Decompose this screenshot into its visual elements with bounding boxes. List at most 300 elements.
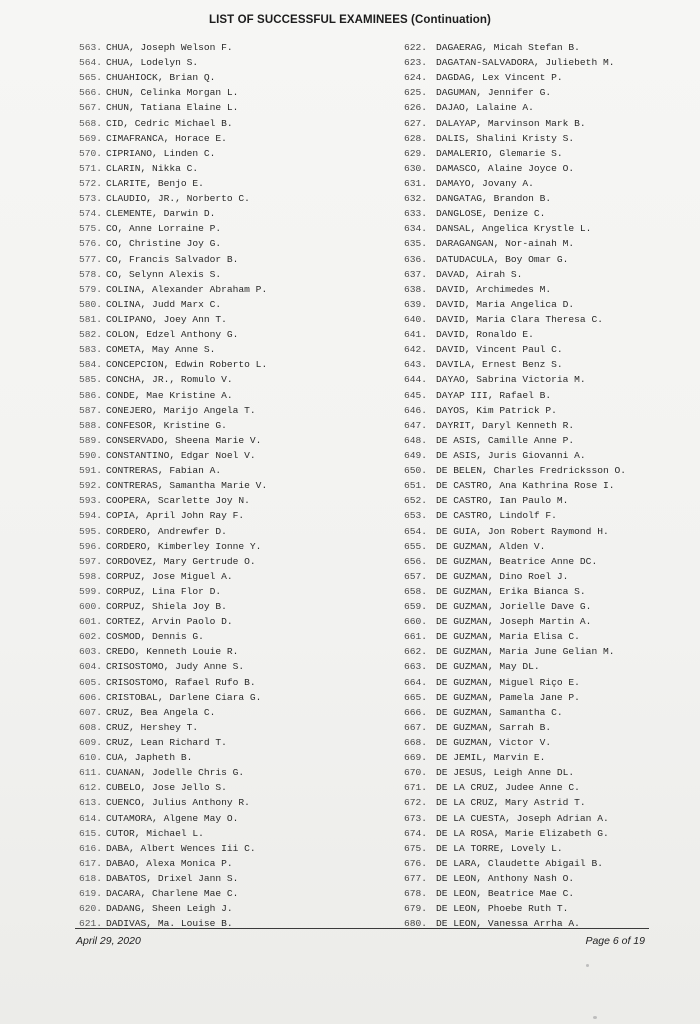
examinee-number: 578. xyxy=(79,268,103,280)
examinee-name: COPIA, April John Ray F. xyxy=(106,510,245,522)
examinee-number: 679. xyxy=(404,903,428,915)
examinee-name: CORDOVEZ, Mary Gertrude O. xyxy=(106,555,256,567)
examinee-number: 589. xyxy=(79,434,103,446)
examinee-number: 597. xyxy=(79,555,103,567)
list-item xyxy=(404,116,694,131)
examinee-number: 633. xyxy=(404,208,428,220)
examinee-number: 649. xyxy=(404,449,428,461)
examinee-number: 638. xyxy=(404,283,428,295)
examinee-number: 598. xyxy=(79,570,103,582)
examinee-name: DALAYAP, Marvinson Mark B. xyxy=(436,117,586,129)
examinee-number: 668. xyxy=(404,737,428,749)
examinee-number: 612. xyxy=(79,782,103,794)
examinee-number: 564. xyxy=(79,57,103,69)
list-item xyxy=(79,342,399,357)
examinee-number: 572. xyxy=(79,177,103,189)
list-item xyxy=(404,478,694,493)
list-item xyxy=(79,644,399,659)
examinee-number: 651. xyxy=(404,480,428,492)
examinee-name: COMETA, May Anne S. xyxy=(106,344,216,356)
examinee-number: 667. xyxy=(404,721,428,733)
examinee-name: DE CASTRO, Lindolf F. xyxy=(436,510,557,522)
list-item xyxy=(404,554,694,569)
examinee-name: DE GUZMAN, Jorielle Dave G. xyxy=(436,601,592,613)
examinee-name: CRUZ, Bea Angela C. xyxy=(106,706,216,718)
examinee-name: DAVID, Ronaldo E. xyxy=(436,329,534,341)
examinee-name: CUTOR, Michael L. xyxy=(106,827,204,839)
list-item xyxy=(79,176,399,191)
list-item xyxy=(404,403,694,418)
examinee-number: 609. xyxy=(79,737,103,749)
list-item xyxy=(79,871,399,886)
examinee-name: CONDE, Mae Kristine A. xyxy=(106,389,233,401)
examinee-number: 579. xyxy=(79,283,103,295)
list-item xyxy=(404,252,694,267)
examinee-number: 665. xyxy=(404,691,428,703)
examinee-number: 641. xyxy=(404,329,428,341)
examinee-number: 650. xyxy=(404,465,428,477)
list-item xyxy=(404,599,694,614)
examinee-name: DAVAD, Airah S. xyxy=(436,268,523,280)
examinee-number: 563. xyxy=(79,42,103,53)
examinee-number: 637. xyxy=(404,268,428,280)
list-item xyxy=(79,206,399,221)
examinee-number: 580. xyxy=(79,298,103,310)
examinee-name: DALIS, Shalini Kristy S. xyxy=(436,132,575,144)
list-item xyxy=(79,403,399,418)
examinee-number: 587. xyxy=(79,404,103,416)
examinee-name: DE LEON, Anthony Nash O. xyxy=(436,873,575,885)
list-item xyxy=(79,493,399,508)
examinee-number: 626. xyxy=(404,102,428,114)
examinee-name: DE LA ROSA, Marie Elizabeth G. xyxy=(436,827,609,839)
examinee-number: 678. xyxy=(404,888,428,900)
list-item xyxy=(79,599,399,614)
examinee-name: DAMAYO, Jovany A. xyxy=(436,177,534,189)
examinee-name: CHUA, Lodelyn S. xyxy=(106,57,199,69)
examinee-list-right xyxy=(404,40,694,931)
list-item xyxy=(404,795,694,810)
list-item xyxy=(79,569,399,584)
examinee-number: 642. xyxy=(404,344,428,356)
examinee-name: CREDO, Kenneth Louie R. xyxy=(106,646,239,658)
examinee-number: 644. xyxy=(404,374,428,386)
examinee-name: COSMOD, Dennis G. xyxy=(106,631,204,643)
examinee-number: 577. xyxy=(79,253,103,265)
list-item xyxy=(404,629,694,644)
list-item xyxy=(79,841,399,856)
examinee-number: 655. xyxy=(404,540,428,552)
examinee-name: CUA, Japheth B. xyxy=(106,752,193,764)
examinee-number: 680. xyxy=(404,918,428,930)
examinee-name: DE GUZMAN, Maria Elisa C. xyxy=(436,631,580,643)
examinee-name: CRUZ, Hershey T. xyxy=(106,721,199,733)
list-item xyxy=(404,191,694,206)
list-item xyxy=(404,886,694,901)
examinee-name: COLON, Edzel Anthony G. xyxy=(106,329,239,341)
examinee-number: 602. xyxy=(79,631,103,643)
examinee-name: DE LA CRUZ, Judee Anne C. xyxy=(436,782,580,794)
examinee-name: DE GUZMAN, Dino Roel J. xyxy=(436,570,569,582)
examinee-number: 601. xyxy=(79,616,103,628)
list-item xyxy=(404,841,694,856)
list-item xyxy=(404,644,694,659)
examinee-name: CLEMENTE, Darwin D. xyxy=(106,208,216,220)
examinee-number: 611. xyxy=(79,767,103,779)
examinee-name: CONSERVADO, Sheena Marie V. xyxy=(106,434,262,446)
list-item xyxy=(79,236,399,251)
list-item xyxy=(404,508,694,523)
examinee-number: 659. xyxy=(404,601,428,613)
examinee-number: 582. xyxy=(79,329,103,341)
examinee-name: DAVILA, Ernest Benz S. xyxy=(436,359,563,371)
examinee-name: DE GUZMAN, Pamela Jane P. xyxy=(436,691,580,703)
list-item xyxy=(404,372,694,387)
list-item xyxy=(404,720,694,735)
examinee-number: 581. xyxy=(79,313,103,325)
examinee-number: 586. xyxy=(79,389,103,401)
examinee-number: 592. xyxy=(79,480,103,492)
examinee-number: 595. xyxy=(79,525,103,537)
list-item xyxy=(404,297,694,312)
list-item xyxy=(404,569,694,584)
examinee-number: 661. xyxy=(404,631,428,643)
examinee-name: DAGAERAG, Micah Stefan B. xyxy=(436,42,580,53)
list-item xyxy=(79,705,399,720)
examinee-number: 593. xyxy=(79,495,103,507)
examinee-number: 576. xyxy=(79,238,103,250)
list-item xyxy=(404,765,694,780)
list-item xyxy=(79,191,399,206)
examinee-number: 590. xyxy=(79,449,103,461)
examinee-name: CORPUZ, Lina Flor D. xyxy=(106,585,222,597)
examinee-name: DAYOS, Kim Patrick P. xyxy=(436,404,557,416)
examinee-name: DAMALERIO, Glemarie S. xyxy=(436,147,563,159)
examinee-name: DE ASIS, Juris Giovanni A. xyxy=(436,449,586,461)
examinee-name: COLINA, Judd Marx C. xyxy=(106,298,222,310)
list-item xyxy=(404,418,694,433)
examinee-name: DARAGANGAN, Nor-ainah M. xyxy=(436,238,575,250)
examinee-name: DAJAO, Lalaine A. xyxy=(436,102,534,114)
examinee-number: 666. xyxy=(404,706,428,718)
examinee-name: DE JESUS, Leigh Anne DL. xyxy=(436,767,575,779)
examinee-number: 640. xyxy=(404,313,428,325)
list-item xyxy=(79,750,399,765)
examinee-number: 657. xyxy=(404,570,428,582)
list-item xyxy=(404,312,694,327)
list-item xyxy=(79,131,399,146)
examinee-name: CONCEPCION, Edwin Roberto L. xyxy=(106,359,268,371)
examinee-name: DE GUIA, Jon Robert Raymond H. xyxy=(436,525,609,537)
examinee-number: 664. xyxy=(404,676,428,688)
examinee-number: 608. xyxy=(79,721,103,733)
examinee-name: CLAUDIO, JR., Norberto C. xyxy=(106,193,250,205)
list-item xyxy=(79,55,399,70)
examinee-name: DE GUZMAN, Maria June Gelian M. xyxy=(436,646,615,658)
list-item xyxy=(404,388,694,403)
examinee-number: 628. xyxy=(404,132,428,144)
page-title: LIST OF SUCCESSFUL EXAMINEES (Continuation) xyxy=(208,14,491,26)
examinee-number: 658. xyxy=(404,585,428,597)
examinee-name: DE GUZMAN, Samantha C. xyxy=(436,706,563,718)
examinee-number: 594. xyxy=(79,510,103,522)
examinee-number: 575. xyxy=(79,223,103,235)
list-item xyxy=(79,916,399,931)
examinee-number: 607. xyxy=(79,706,103,718)
list-item xyxy=(404,463,694,478)
examinee-name: DAGUMAN, Jennifer G. xyxy=(436,87,552,99)
list-item xyxy=(79,856,399,871)
list-item xyxy=(79,433,399,448)
list-item xyxy=(404,690,694,705)
examinee-name: DAVID, Maria Angelica D. xyxy=(436,298,575,310)
examinee-number: 566. xyxy=(79,87,103,99)
list-item xyxy=(79,826,399,841)
examinee-list-left xyxy=(79,40,399,931)
examinee-name: DAGATAN-SALVADORA, Juliebeth M. xyxy=(436,57,615,69)
examinee-name: DAGDAG, Lex Vincent P. xyxy=(436,72,563,84)
examinee-name: CONSTANTINO, Edgar Noel V. xyxy=(106,449,256,461)
examinee-name: CHUAHIOCK, Brian Q. xyxy=(106,72,216,84)
examinee-name: DE LA CRUZ, Mary Astrid T. xyxy=(436,797,586,809)
examinee-name: DE CASTRO, Ana Kathrina Rose I. xyxy=(436,480,615,492)
examinee-number: 670. xyxy=(404,767,428,779)
examinee-number: 632. xyxy=(404,193,428,205)
examinee-name: CHUA, Joseph Welson F. xyxy=(106,42,233,53)
examinee-name: CONEJERO, Marijo Angela T. xyxy=(106,404,256,416)
list-item xyxy=(79,297,399,312)
list-item xyxy=(404,735,694,750)
list-item xyxy=(404,705,694,720)
list-item xyxy=(79,100,399,115)
examinee-name: CONCHA, JR., Romulo V. xyxy=(106,374,233,386)
examinee-name: CO, Christine Joy G. xyxy=(106,238,222,250)
examinee-name: DAVID, Maria Clara Theresa C. xyxy=(436,313,603,325)
examinee-name: CORDERO, Kimberley Ionne Y. xyxy=(106,540,262,552)
examinee-number: 676. xyxy=(404,857,428,869)
examinee-number: 636. xyxy=(404,253,428,265)
examinee-name: DE LARA, Claudette Abigail B. xyxy=(436,857,603,869)
examinee-number: 603. xyxy=(79,646,103,658)
examinee-number: 630. xyxy=(404,162,428,174)
list-item xyxy=(79,388,399,403)
list-item xyxy=(404,70,694,85)
examinee-name: CRISOSTOMO, Rafael Rufo B. xyxy=(106,676,256,688)
examinee-name: CUTAMORA, Algene May O. xyxy=(106,812,239,824)
examinee-name: DATUDACULA, Boy Omar G. xyxy=(436,253,569,265)
examinee-name: DE JEMIL, Marvin E. xyxy=(436,752,546,764)
examinee-number: 599. xyxy=(79,585,103,597)
list-item xyxy=(404,221,694,236)
examinee-number: 613. xyxy=(79,797,103,809)
list-item xyxy=(79,221,399,236)
list-item xyxy=(79,629,399,644)
examinee-number: 662. xyxy=(404,646,428,658)
list-item xyxy=(79,327,399,342)
footer-divider xyxy=(75,928,649,929)
examinee-number: 606. xyxy=(79,691,103,703)
list-item xyxy=(404,584,694,599)
list-item xyxy=(404,811,694,826)
examinee-name: DE GUZMAN, Alden V. xyxy=(436,540,546,552)
examinee-number: 618. xyxy=(79,873,103,885)
list-item xyxy=(404,614,694,629)
list-item xyxy=(404,282,694,297)
list-item xyxy=(79,448,399,463)
examinee-name: DANGLOSE, Denize C. xyxy=(436,208,546,220)
examinee-number: 565. xyxy=(79,72,103,84)
examinee-name: CUENCO, Julius Anthony R. xyxy=(106,797,250,809)
examinee-name: CLARIN, Nikka C. xyxy=(106,162,199,174)
examinee-number: 677. xyxy=(404,873,428,885)
examinee-name: DAYAO, Sabrina Victoria M. xyxy=(436,374,586,386)
examinee-name: CORPUZ, Shiela Joy B. xyxy=(106,601,227,613)
list-item xyxy=(404,267,694,282)
list-item xyxy=(79,85,399,100)
list-item xyxy=(79,478,399,493)
examinee-name: DE ASIS, Camille Anne P. xyxy=(436,434,575,446)
examinee-name: CUANAN, Jodelle Chris G. xyxy=(106,767,245,779)
examinee-number: 671. xyxy=(404,782,428,794)
list-item xyxy=(79,282,399,297)
examinee-name: DAYRIT, Daryl Kenneth R. xyxy=(436,419,575,431)
examinee-number: 647. xyxy=(404,419,428,431)
examinee-number: 584. xyxy=(79,359,103,371)
list-item xyxy=(79,690,399,705)
examinee-number: 570. xyxy=(79,147,103,159)
examinee-number: 652. xyxy=(404,495,428,507)
list-item xyxy=(404,675,694,690)
examinee-name: CID, Cedric Michael B. xyxy=(106,117,233,129)
list-item xyxy=(404,176,694,191)
examinee-name: CIPRIANO, Linden C. xyxy=(106,147,216,159)
examinee-name: DABAO, Alexa Monica P. xyxy=(106,857,233,869)
examinee-number: 620. xyxy=(79,903,103,915)
examinee-number: 674. xyxy=(404,827,428,839)
examinee-number: 569. xyxy=(79,132,103,144)
examinee-name: CONTRERAS, Fabian A. xyxy=(106,465,222,477)
list-item xyxy=(79,886,399,901)
examinee-name: CO, Francis Salvador B. xyxy=(106,253,239,265)
examinee-number: 605. xyxy=(79,676,103,688)
examinee-number: 645. xyxy=(404,389,428,401)
list-item xyxy=(404,146,694,161)
list-item xyxy=(79,40,399,55)
list-item xyxy=(79,267,399,282)
examinee-name: DE BELEN, Charles Fredricksson O. xyxy=(436,465,626,477)
examinee-number: 596. xyxy=(79,540,103,552)
list-item xyxy=(404,448,694,463)
examinee-name: DABATOS, Drixel Jann S. xyxy=(106,873,239,885)
examinee-number: 672. xyxy=(404,797,428,809)
list-item xyxy=(79,252,399,267)
list-item xyxy=(404,916,694,931)
examinee-number: 622. xyxy=(404,42,428,53)
list-item xyxy=(79,614,399,629)
examinee-name: CORPUZ, Jose Miguel A. xyxy=(106,570,233,582)
examinee-name: DABA, Albert Wences Iii C. xyxy=(106,842,256,854)
footer-page-number: Page 6 of 19 xyxy=(585,935,645,947)
examinee-name: CONFESOR, Kristine G. xyxy=(106,419,227,431)
examinee-name: DE GUZMAN, Erika Bianca S. xyxy=(436,585,586,597)
examinee-name: DE LEON, Vanessa Arrha A. xyxy=(436,918,580,930)
examinee-name: DADANG, Sheen Leigh J. xyxy=(106,903,233,915)
list-item xyxy=(79,418,399,433)
examinee-name: DAVID, Vincent Paul C. xyxy=(436,344,563,356)
list-item xyxy=(79,765,399,780)
examinee-name: DE GUZMAN, Joseph Martin A. xyxy=(436,616,592,628)
list-item xyxy=(404,357,694,372)
examinee-name: DAMASCO, Alaine Joyce O. xyxy=(436,162,575,174)
list-item xyxy=(79,70,399,85)
examinee-number: 567. xyxy=(79,102,103,114)
examinee-name: COLIPANO, Joey Ann T. xyxy=(106,313,227,325)
list-item xyxy=(404,85,694,100)
examinee-name: DE LEON, Phoebe Ruth T. xyxy=(436,903,569,915)
examinee-name: DE GUZMAN, Beatrice Anne DC. xyxy=(436,555,598,567)
examinee-name: CORDERO, Andrewfer D. xyxy=(106,525,227,537)
examinee-number: 663. xyxy=(404,661,428,673)
examinee-name: CRUZ, Lean Richard T. xyxy=(106,737,227,749)
examinee-name: DANSAL, Angelica Krystle L. xyxy=(436,223,592,235)
list-item xyxy=(79,795,399,810)
examinee-name: CO, Selynn Alexis S. xyxy=(106,268,222,280)
list-item xyxy=(404,659,694,674)
examinee-name: DE LA CUESTA, Joseph Adrian A. xyxy=(436,812,609,824)
examinee-number: 656. xyxy=(404,555,428,567)
list-item xyxy=(404,856,694,871)
footer-date: April 29, 2020 xyxy=(76,935,141,947)
scan-speck xyxy=(593,1016,597,1019)
list-item xyxy=(404,161,694,176)
examinee-number: 615. xyxy=(79,827,103,839)
examinee-number: 574. xyxy=(79,208,103,220)
list-item xyxy=(404,100,694,115)
list-item xyxy=(79,357,399,372)
examinee-number: 600. xyxy=(79,601,103,613)
examinee-name: CRISTOBAL, Darlene Ciara G. xyxy=(106,691,262,703)
list-item xyxy=(79,720,399,735)
examinee-number: 623. xyxy=(404,57,428,69)
list-item xyxy=(79,675,399,690)
examinee-name: COOPERA, Scarlette Joy N. xyxy=(106,495,250,507)
examinee-number: 648. xyxy=(404,434,428,446)
list-item xyxy=(404,493,694,508)
examinee-number: 617. xyxy=(79,857,103,869)
examinee-number: 675. xyxy=(404,842,428,854)
examinee-number: 616. xyxy=(79,842,103,854)
list-item xyxy=(404,871,694,886)
examinee-name: DE LA TORRE, Lovely L. xyxy=(436,842,563,854)
list-item xyxy=(404,55,694,70)
examinee-number: 635. xyxy=(404,238,428,250)
list-item xyxy=(404,780,694,795)
examinee-number: 619. xyxy=(79,888,103,900)
examinee-number: 610. xyxy=(79,752,103,764)
list-item xyxy=(79,539,399,554)
list-item xyxy=(79,659,399,674)
examinee-name: DAYAP III, Rafael B. xyxy=(436,389,552,401)
list-item xyxy=(79,372,399,387)
examinee-number: 588. xyxy=(79,419,103,431)
list-item xyxy=(79,735,399,750)
examinee-number: 631. xyxy=(404,177,428,189)
list-item xyxy=(404,539,694,554)
list-item xyxy=(404,342,694,357)
scan-speck xyxy=(586,964,589,967)
examinee-number: 634. xyxy=(404,223,428,235)
examinee-number: 624. xyxy=(404,72,428,84)
